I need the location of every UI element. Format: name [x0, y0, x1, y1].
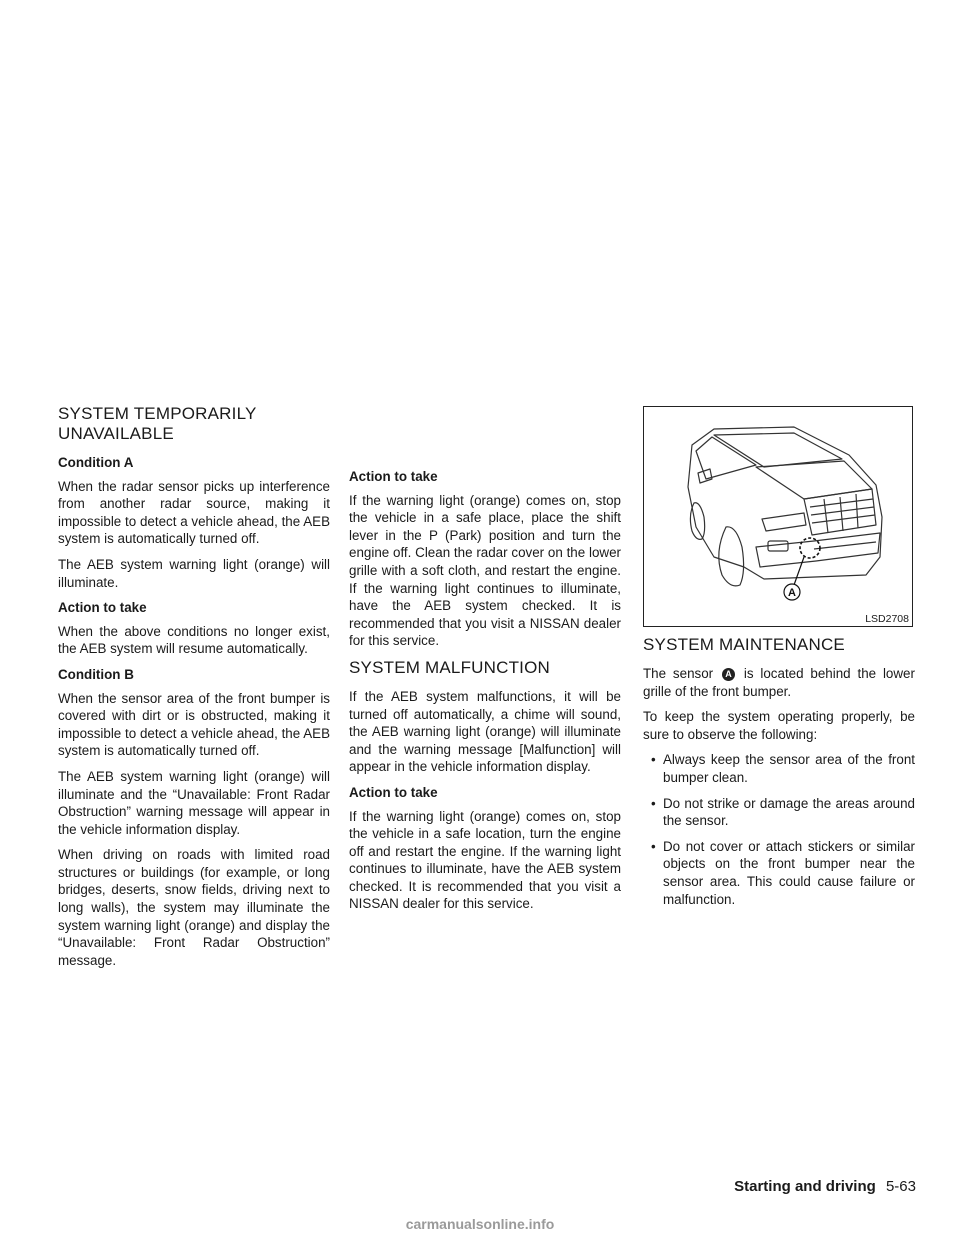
- figure-code: LSD2708: [865, 613, 909, 625]
- condition-b-paragraph-3: When driving on roads with limited road structures or buildings (for example, or long bridges, deserts, snow fields, driving next to long walls), the system may illuminate the system warning light (orange) and display the “Unavailable: Front Radar Obstruction” message.: [58, 847, 330, 968]
- column-left: [58, 402, 330, 977]
- malfunction-paragraph: If the AEB system malfunctions, it will be turned off automatically, a chime will sound, the AEB warning light (orange) will illuminate and the warning message [Malfunction] will appear in the vehicle information display.: [349, 688, 621, 775]
- action-a-title: Action to take: [58, 600, 147, 616]
- page-number: 5-63: [885, 1178, 916, 1195]
- action-c-paragraph: If the warning light (orange) comes on, stop the vehicle in a safe location, turn the engine off and restart the engine. If the warning light continues to illuminate, have the AEB system checked. It is recommended that you visit a NISSAN dealer for this service.: [349, 808, 621, 912]
- vehicle-illustration: [644, 407, 912, 626]
- condition-b-paragraph-1: When the sensor area of the front bumper is covered with dirt or is obstructed, making it impossible to detect a vehicle ahead, the AEB system is automatically turned off.: [58, 690, 330, 759]
- sensor-location-paragraph: [643, 665, 915, 700]
- column-right: [643, 633, 915, 916]
- maintenance-list: [643, 751, 915, 908]
- list-item: • Do not strike or damage the areas around the sensor.: [643, 795, 915, 830]
- vehicle-sensor-figure: [643, 406, 913, 627]
- action-b-paragraph: If the warning light (orange) comes on, stop the vehicle in a safe place, place the shift lever in the P (Park) position and turn the engine off. Clean the radar cover on the lower grille with a soft cloth, and restart the engine. If the warning light continues to illuminate, have the AEB system checked. It is recommended that you visit a NISSAN dealer for this service.: [349, 492, 621, 649]
- watermark: carmanualsonline.info: [405, 1216, 555, 1232]
- action-b-title: Action to take: [349, 469, 438, 484]
- action-a-paragraph: When the above conditions no longer exist, the AEB system will resume automatically.: [58, 623, 330, 657]
- callout-a-label: A: [788, 587, 796, 599]
- condition-a-title: Condition A: [58, 455, 134, 470]
- list-item: • Always keep the sensor area of the front bumper clean.: [643, 751, 915, 786]
- section-heading-temporarily-unavailable: SYSTEM TEMPORARILY UNAVAILABLE: [58, 404, 257, 443]
- sensor-prefix: The sensor: [643, 666, 714, 681]
- condition-a-paragraph-1: When the radar sensor picks up interference from another radar source, making it impossible to detect a vehicle ahead, the AEB system is automatically turned off.: [58, 478, 330, 547]
- condition-b-paragraph-2: The AEB system warning light (orange) will illuminate and the “Unavailable: Front Radar Obstruction” warning message will appear in the vehicle information display.: [58, 768, 330, 837]
- page-footer: [734, 1178, 916, 1195]
- condition-b-title: Condition B: [58, 666, 134, 682]
- list-item: • Do not cover or attach stickers or similar objects on the front bumper near the sensor area. This could cause failure or malfunction.: [643, 838, 915, 908]
- section-heading-maintenance: SYSTEM MAINTENANCE: [643, 635, 845, 654]
- footer-section-title: Starting and driving: [734, 1178, 876, 1195]
- observe-paragraph: To keep the system operating properly, be sure to observe the following:: [643, 709, 915, 742]
- column-middle: [349, 468, 621, 921]
- action-c-title: Action to take: [349, 784, 438, 800]
- condition-a-paragraph-2: The AEB system warning light (orange) will illuminate.: [58, 556, 330, 590]
- callout-a-badge: A: [722, 668, 735, 681]
- section-heading-malfunction: SYSTEM MALFUNCTION: [349, 657, 551, 677]
- sensor-suffix: is located behind the lower grille of the front bumper.: [643, 666, 915, 699]
